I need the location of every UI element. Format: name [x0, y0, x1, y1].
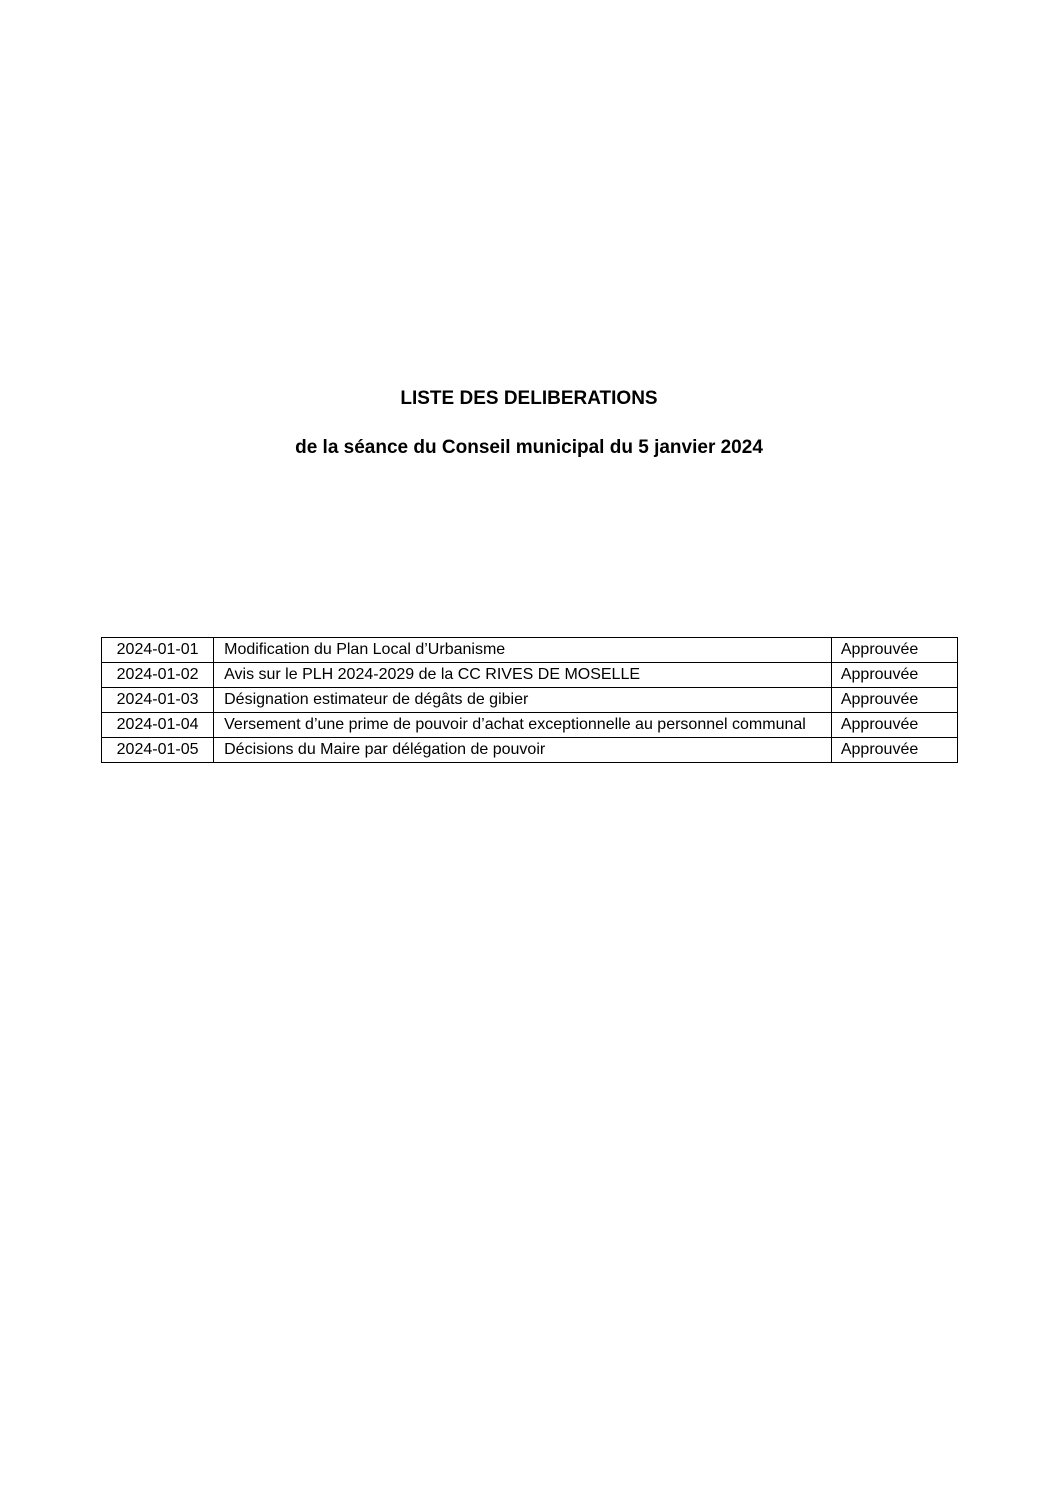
document-title: LISTE DES DELIBERATIONS [400, 388, 658, 409]
document-subtitle: de la séance du Conseil municipal du 5 janvier 2024 [295, 437, 763, 458]
deliberation-status: Approuvée [831, 663, 957, 688]
deliberation-title: Avis sur le PLH 2024-2029 de la CC RIVES DE MOSELLE [214, 663, 832, 688]
deliberation-title: Modification du Plan Local d’Urbanisme [214, 638, 832, 663]
deliberation-title: Désignation estimateur de dégâts de gibier [214, 688, 832, 713]
deliberations-table [101, 637, 958, 763]
deliberation-status: Approuvée [831, 738, 957, 763]
table-row [102, 713, 958, 738]
deliberation-title: Versement d’une prime de pouvoir d’achat exceptionnelle au personnel communal [214, 713, 832, 738]
table-row [102, 663, 958, 688]
deliberation-status: Approuvée [831, 713, 957, 738]
deliberation-number: 2024-01-03 [102, 688, 214, 713]
table-row [102, 688, 958, 713]
deliberation-number: 2024-01-01 [102, 638, 214, 663]
deliberation-number: 2024-01-05 [102, 738, 214, 763]
deliberation-status: Approuvée [831, 638, 957, 663]
deliberation-status: Approuvée [831, 688, 957, 713]
deliberation-title: Décisions du Maire par délégation de pouvoir [214, 738, 832, 763]
deliberation-number: 2024-01-04 [102, 713, 214, 738]
table-row [102, 738, 958, 763]
table-row [102, 638, 958, 663]
deliberation-number: 2024-01-02 [102, 663, 214, 688]
